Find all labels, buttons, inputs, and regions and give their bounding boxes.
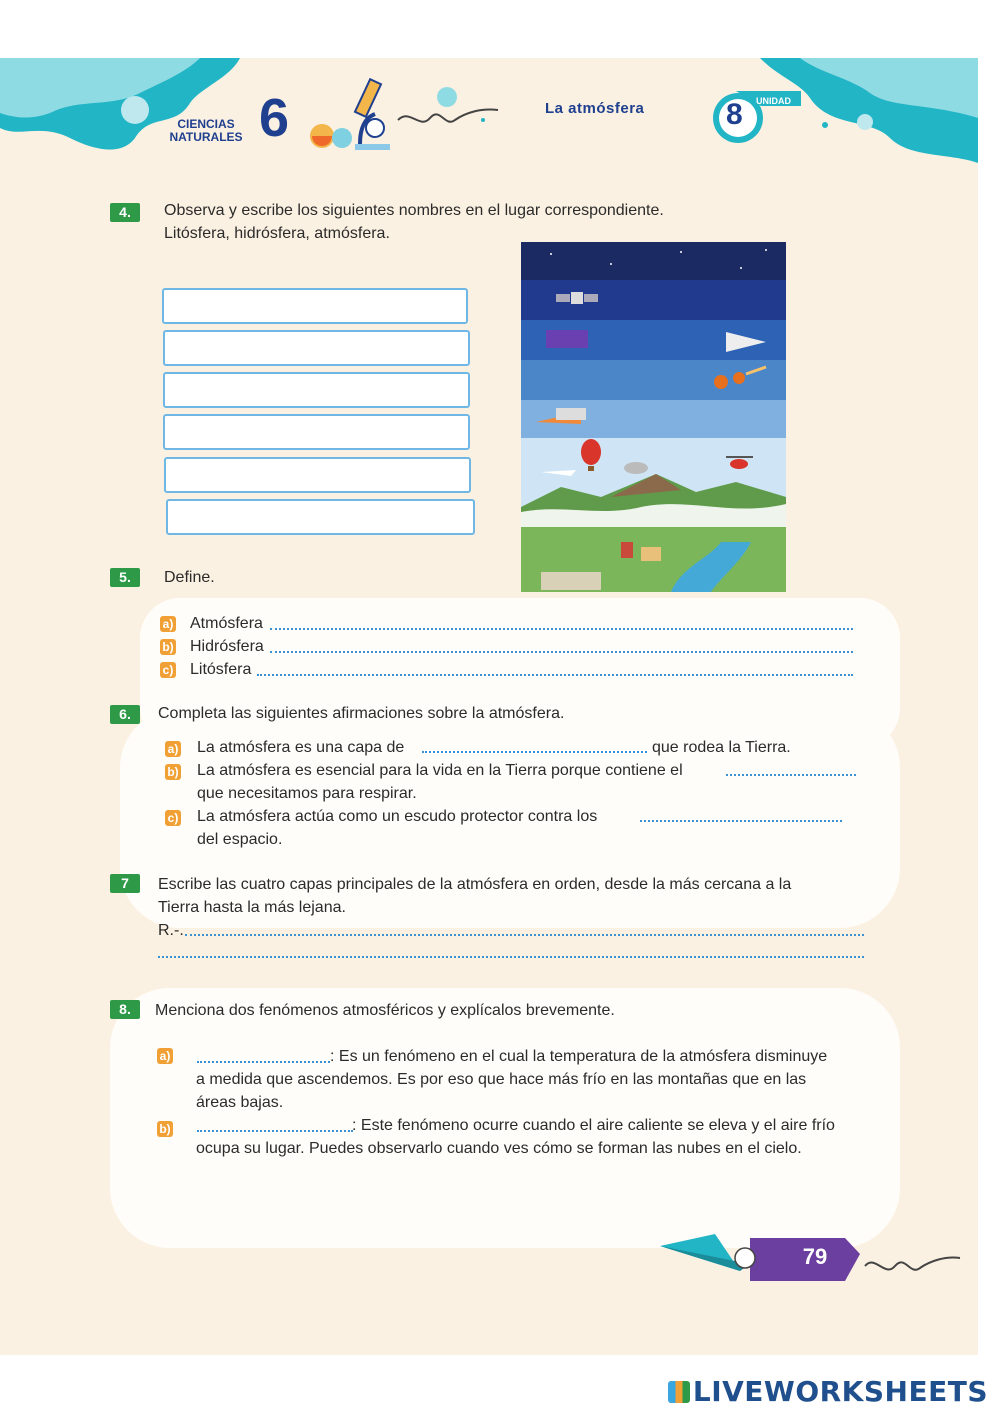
label-c: c)	[165, 810, 181, 826]
hot-air-balloon-icon	[581, 439, 601, 471]
label-b: b)	[157, 1121, 173, 1137]
q5-term-a: Atmósfera	[190, 615, 263, 632]
question-number-6: 6.	[110, 705, 140, 724]
q7-instruction-line2: Tierra hasta la más lejana.	[158, 899, 346, 916]
label-b: b)	[160, 639, 176, 655]
question-number-4: 4.	[110, 203, 140, 222]
q5-instruction: Define.	[164, 569, 215, 586]
q8-blank-a[interactable]	[197, 1061, 330, 1063]
q6-b-before: La atmósfera es esencial para la vida en la Tierra porque contiene el	[197, 762, 683, 779]
q4-word-list: Litósfera, hidrósfera, atmósfera.	[164, 225, 390, 242]
watermark	[668, 1375, 988, 1408]
question-number-5: 5.	[110, 568, 140, 587]
q4-instruction: Observa y escribe los siguientes nombres en el lugar correspondiente.	[164, 202, 664, 219]
q6-blank-c[interactable]	[640, 820, 842, 822]
q6-c-before: La atmósfera actúa como un escudo protector contra los	[197, 808, 598, 825]
helicopter-icon	[726, 457, 753, 469]
q5-answer-c[interactable]	[257, 674, 853, 676]
label-a: a)	[165, 741, 181, 757]
satellite-icon	[556, 292, 598, 304]
rocket-icon	[536, 408, 586, 424]
q8-a-line1: : Es un fenómeno en el cual la temperatura de la atmósfera disminuye	[330, 1048, 828, 1065]
label-a: a)	[157, 1048, 173, 1064]
q6-blank-a[interactable]	[422, 751, 647, 753]
q8-b-line2: ocupa su lugar. Puedes observarlo cuando ves cómo se forman las nubes en el cielo.	[196, 1140, 802, 1157]
q5-term-c: Litósfera	[190, 661, 252, 678]
q6-a-before: La atmósfera es una capa de	[197, 739, 405, 756]
q6-blank-b[interactable]	[726, 774, 856, 776]
q6-b-after: que necesitamos para respirar.	[197, 785, 417, 802]
q8-a-line2: a medida que ascendemos. Es por eso que hace más frío en las montañas que en las	[196, 1071, 807, 1088]
space-shuttle-icon	[726, 332, 766, 352]
topic-title: La atmósfera	[545, 100, 645, 117]
page-number: 79	[802, 1244, 828, 1269]
q7-instruction-line1: Escribe las cuatro capas principales de la atmósfera en orden, desde la más cercana a la	[158, 876, 792, 893]
logo-icon	[668, 1381, 690, 1403]
q5-answer-a[interactable]	[270, 628, 853, 630]
label-b: b)	[165, 764, 181, 780]
q8-a-line3: áreas bajas.	[196, 1094, 284, 1111]
airplane-icon	[541, 470, 576, 476]
subject-line1: CIENCIAS	[177, 117, 235, 131]
q6-a-after: que rodea la Tierra.	[652, 739, 791, 756]
q6-c-after: del espacio.	[197, 831, 283, 848]
subject-title	[165, 118, 247, 144]
unit-badge	[706, 86, 801, 146]
q5-answer-b[interactable]	[270, 651, 853, 653]
grade-number: 6	[259, 88, 290, 148]
blimp-icon	[624, 462, 648, 474]
answer-box-3[interactable]	[163, 372, 470, 408]
q5-term-b: Hidrósfera	[190, 638, 264, 655]
q6-instruction: Completa las siguientes afirmaciones sobre la atmósfera.	[158, 705, 565, 722]
answer-box-2[interactable]	[163, 330, 470, 366]
q7-answer-line-1[interactable]	[185, 934, 864, 936]
label-a: a)	[160, 616, 176, 632]
q8-b-line1: : Este fenómeno ocurre cuando el aire caliente se eleva y el aire frío	[352, 1117, 835, 1134]
q8-instruction: Menciona dos fenómenos atmosféricos y explícalos brevemente.	[155, 1002, 615, 1019]
microscope-icon	[300, 76, 395, 154]
label-c: c)	[160, 662, 176, 678]
meteor-icon	[714, 367, 766, 389]
unit-number: 8	[726, 98, 743, 131]
header-decoration	[0, 58, 978, 178]
answer-box-1[interactable]	[162, 288, 468, 324]
watermark-text: LIVEWORKSHEETS	[692, 1375, 988, 1408]
question-number-8: 8.	[110, 1000, 140, 1019]
question-number-7: 7	[110, 874, 140, 893]
answer-box-4[interactable]	[163, 414, 470, 450]
unit-label: UNIDAD	[756, 96, 791, 106]
q7-answer-prefix: R.-.	[158, 922, 184, 939]
atmosphere-layers-image	[521, 242, 786, 592]
subject-line2: NATURALES	[169, 130, 243, 144]
q8-blank-b[interactable]	[197, 1130, 353, 1132]
answer-box-5[interactable]	[164, 457, 471, 493]
q7-answer-line-2[interactable]	[158, 956, 864, 958]
worksheet-page	[0, 58, 978, 1355]
answer-box-6[interactable]	[166, 499, 475, 535]
